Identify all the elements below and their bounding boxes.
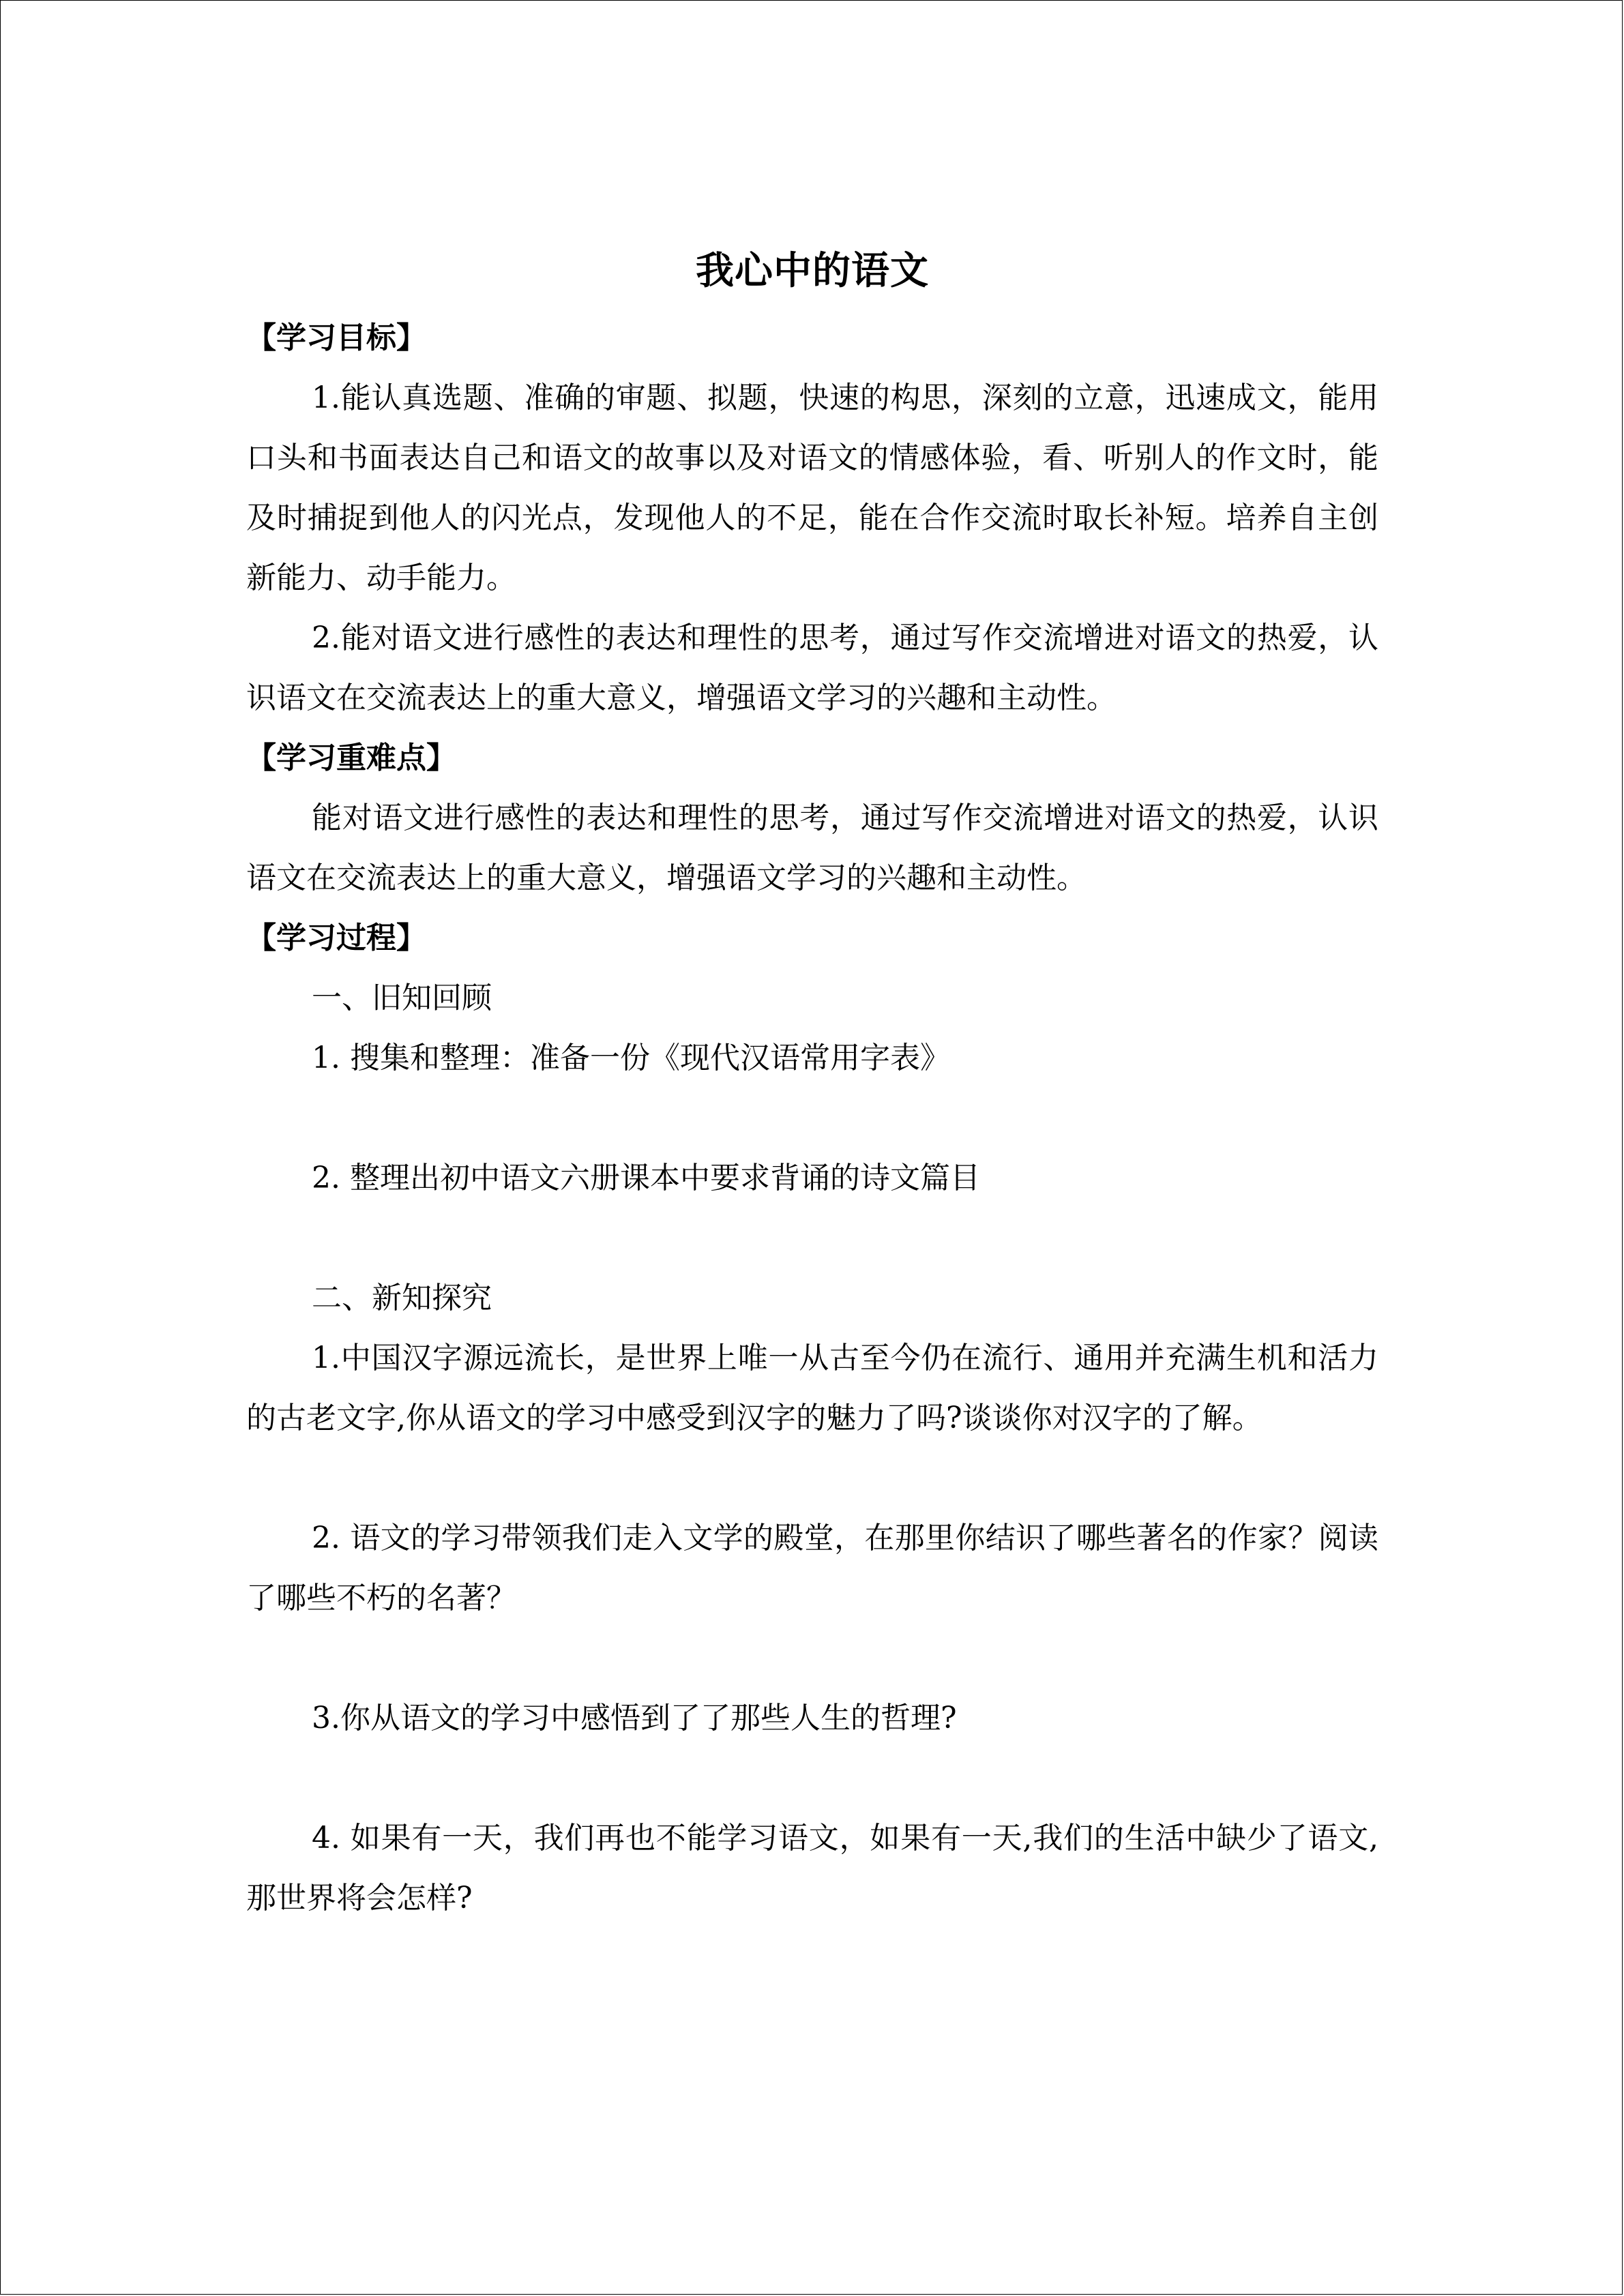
keypoints-paragraph: 能对语文进行感性的表达和理性的思考，通过写作交流增进对语文的热爱，认识语文在交流表达上的重大意义，增强语文学习的兴趣和主动性。 [246, 801, 1378, 895]
keypoints-heading: 【学习重难点】 [246, 741, 456, 775]
review-item-2: 2. 整理出初中语文六册课本中要求背诵的诗文篇目 [312, 1161, 980, 1195]
explore-item-4: 4. 如果有一天，我们再也不能学习语文，如果有一天,我们的生活中缺少了语文,那世界将会怎样? [246, 1821, 1378, 1915]
document-body [246, 239, 1378, 1928]
objectives-paragraph-2: 2.能对语文进行感性的表达和理性的思考，通过写作交流增进对语文的热爱，认识语文在交流表达上的重大意义，增强语文学习的兴趣和主动性。 [246, 621, 1378, 715]
explore-subheading: 二、新知探究 [312, 1281, 492, 1315]
page-title: 我心中的语文 [696, 249, 929, 293]
explore-item-1: 1.中国汉字源远流长，是世界上唯一从古至今仍在流行、通用并充满生机和活力的古老文字,你从语文的学习中感受到汉字的魅力了吗?谈谈你对汉字的了解。 [246, 1341, 1378, 1435]
spacer [246, 1448, 1378, 1508]
review-subheading: 一、旧知回顾 [312, 981, 492, 1015]
explore-item-2: 2. 语文的学习带领我们走入文学的殿堂，在那里你结识了哪些著名的作家？阅读了哪些不朽的名著？ [246, 1521, 1378, 1615]
spacer [246, 1088, 1378, 1148]
objectives-heading: 【学习目标】 [246, 320, 426, 355]
spacer [246, 1748, 1378, 1808]
explore-item-3: 3.你从语文的学习中感悟到了了那些人生的哲理? [312, 1701, 957, 1735]
review-item-1: 1. 搜集和整理：准备一份《现代汉语常用字表》 [312, 1041, 950, 1075]
process-heading: 【学习过程】 [246, 921, 426, 955]
objectives-paragraph-1: 1.能认真选题、准确的审题、拟题，快速的构思，深刻的立意，迅速成文，能用口头和书面表达自己和语文的故事以及对语文的情感体验，看、听别人的作文时，能及时捕捉到他人的闪光点，发现他人的不足，能在合作交流时取长补短。培养自主创新能力、动手能力。 [246, 381, 1378, 595]
spacer [246, 1628, 1378, 1688]
spacer [246, 1208, 1378, 1268]
